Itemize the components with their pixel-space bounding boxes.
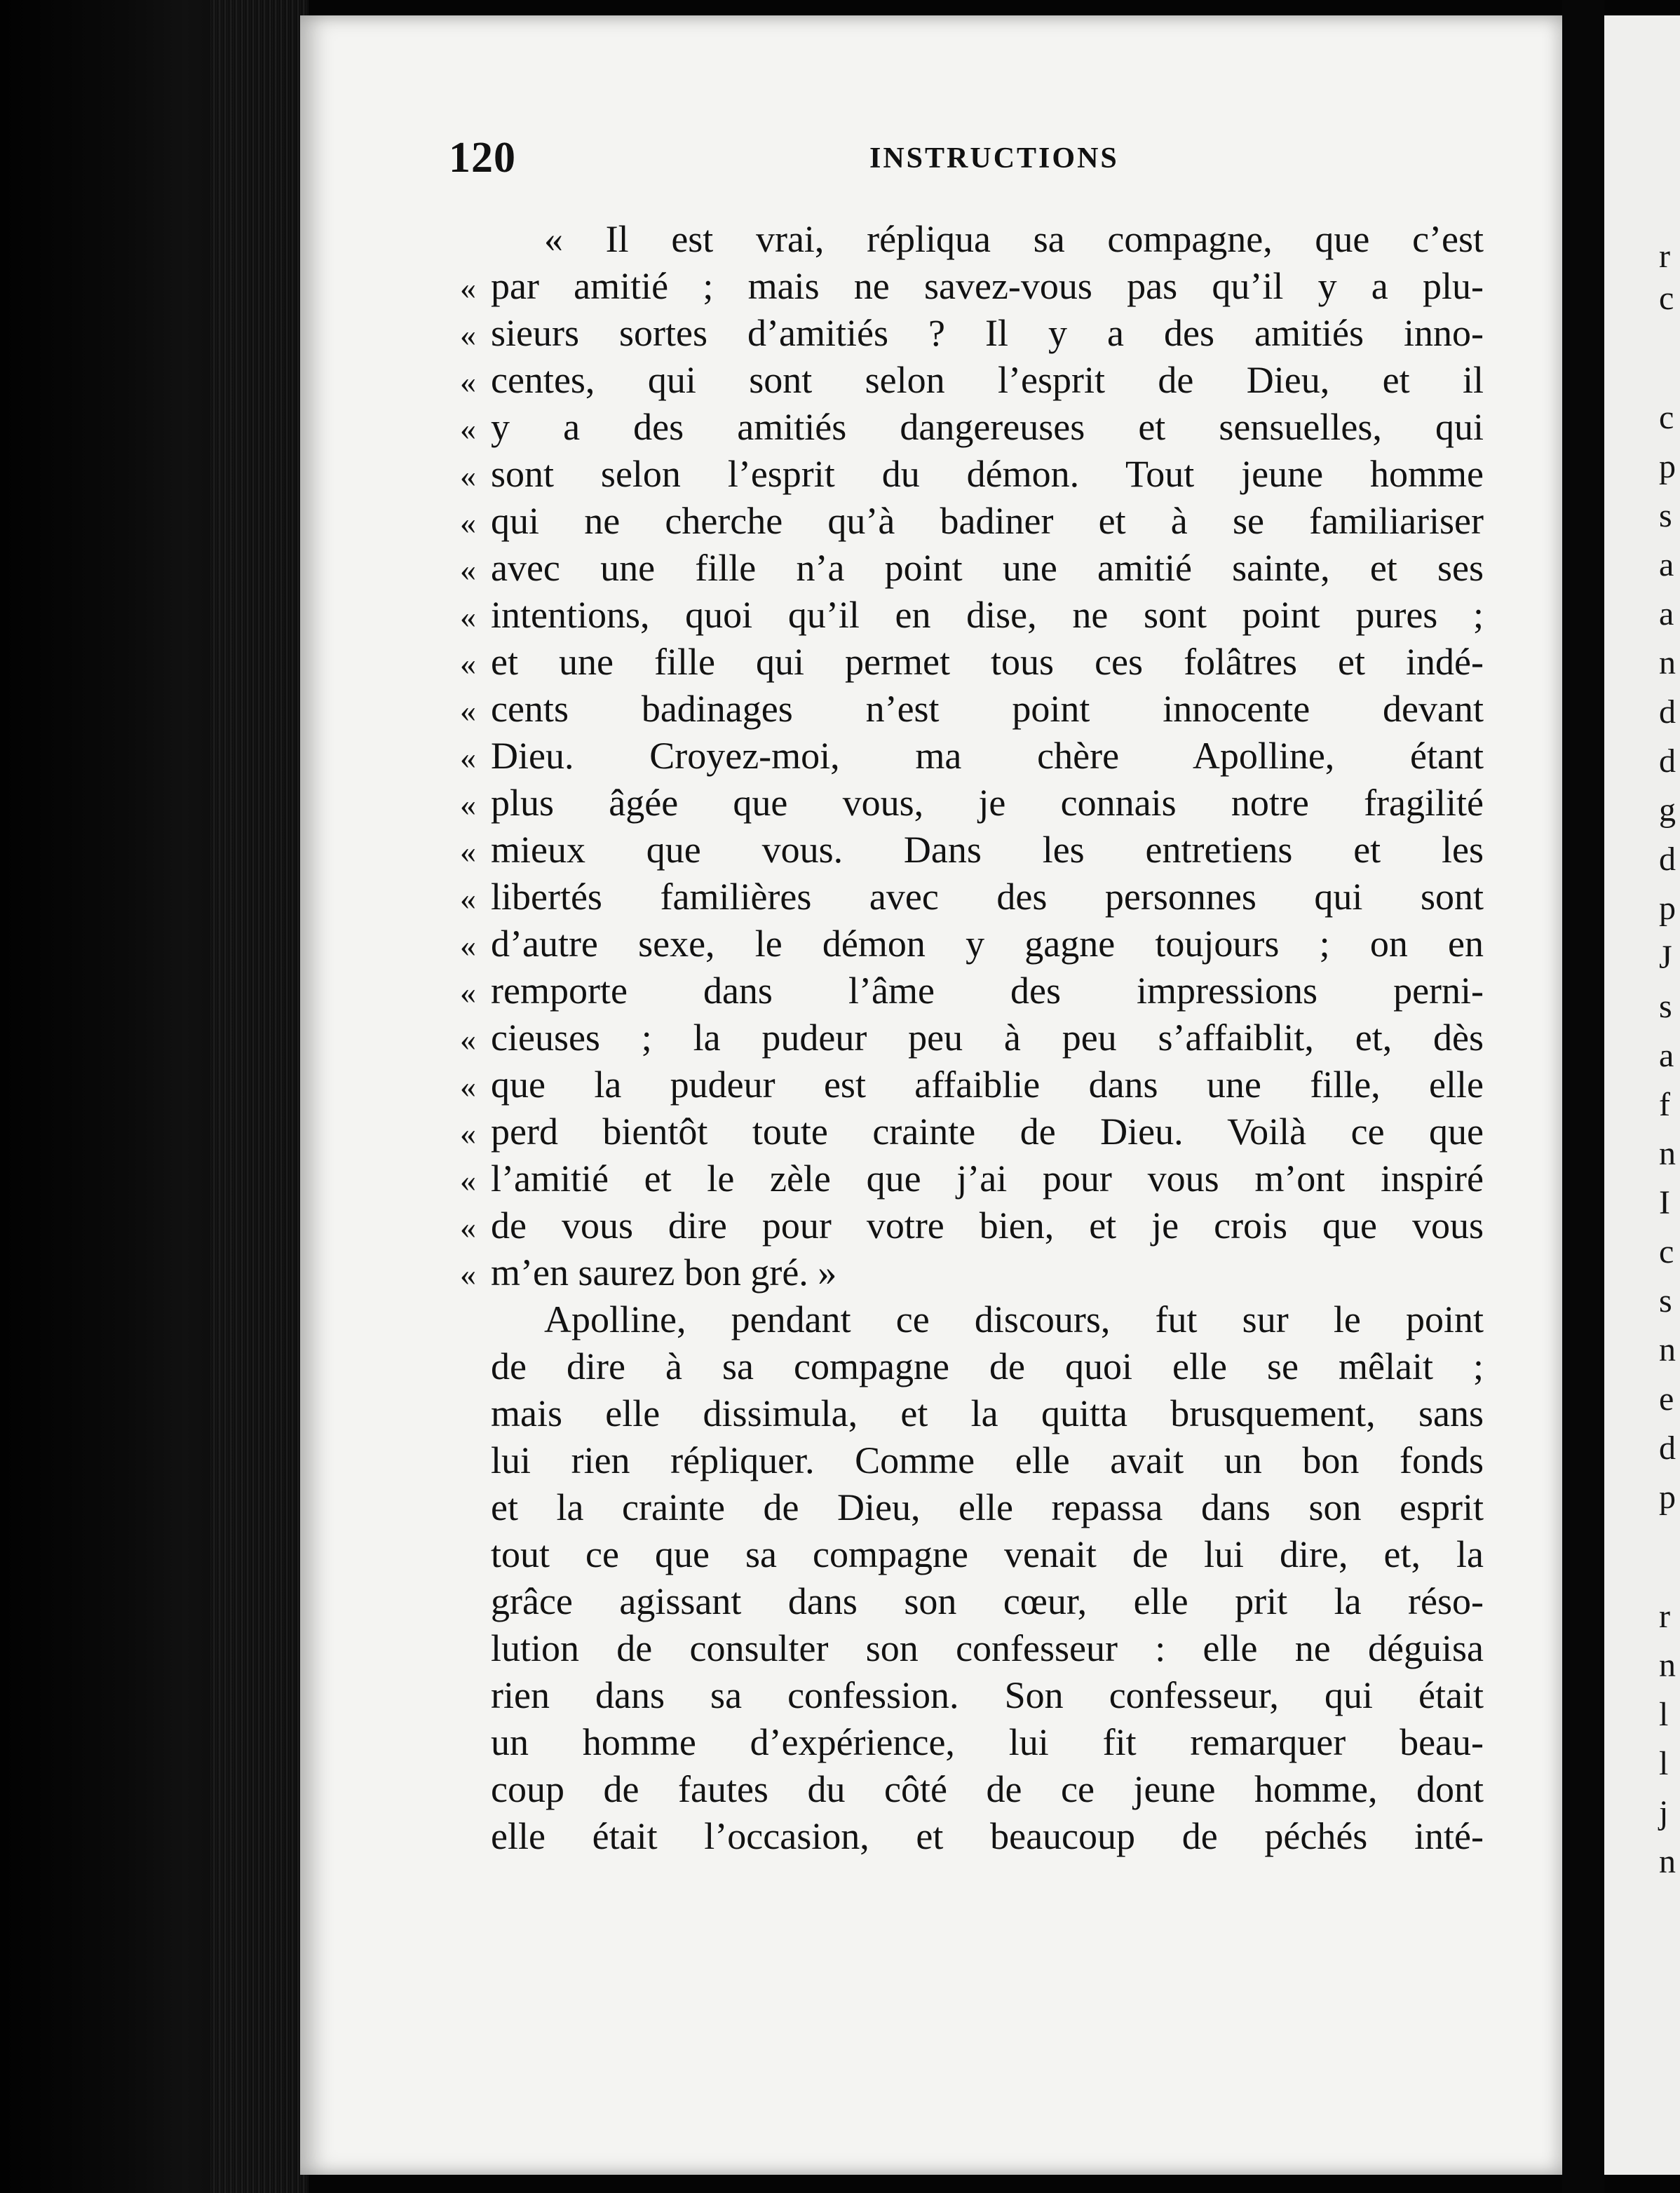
quote-mark: « <box>460 740 476 775</box>
facing-page-fragment: e <box>1659 1380 1674 1418</box>
text-line <box>460 1767 1484 1814</box>
facing-page-fragment: s <box>1659 988 1672 1025</box>
text-line <box>460 1016 1484 1063</box>
text-line <box>460 1673 1484 1720</box>
line-text: par amitié ; mais ne savez-vous pas qu’il y a plu- <box>491 265 1484 307</box>
facing-page-fragment: d <box>1659 1430 1676 1467</box>
line-text: intentions, quoi qu’il en dise, ne sont point pures ; <box>491 594 1484 636</box>
text-line <box>460 358 1484 405</box>
line-text: tout ce que sa compagne venait de lui dire, et, la <box>491 1533 1484 1575</box>
text-line <box>460 1251 1484 1298</box>
line-text: elle était l’occasion, et beaucoup de péchés inté- <box>491 1815 1484 1857</box>
line-text: mieux que vous. Dans les entretiens et les <box>491 829 1484 871</box>
line-text: coup de fautes du côté de ce jeune homme, dont <box>491 1768 1484 1810</box>
facing-page-fragment: n <box>1659 1843 1676 1880</box>
quote-mark: « <box>460 1021 476 1057</box>
text-line <box>460 499 1484 546</box>
text-line <box>460 781 1484 828</box>
page-edges <box>210 0 309 2193</box>
text-line <box>460 1298 1484 1345</box>
text-line <box>460 828 1484 875</box>
line-text: l’amitié et le zèle que j’ai pour vous m’ont inspiré <box>491 1157 1484 1200</box>
text-line <box>460 546 1484 593</box>
quote-mark: « <box>460 928 476 963</box>
quote-mark: « <box>460 787 476 822</box>
book-gutter <box>1562 0 1604 2193</box>
line-text: et la crainte de Dieu, elle repassa dans son esprit <box>491 1486 1484 1528</box>
facing-page-fragment: c <box>1659 399 1674 436</box>
line-text: « Il est vrai, répliqua sa compagne, que c’est <box>544 218 1484 260</box>
facing-page-fragment: a <box>1659 1037 1674 1074</box>
line-text: Dieu. Croyez-moi, ma chère Apolline, étant <box>491 735 1484 777</box>
text-line <box>460 734 1484 781</box>
body-text <box>460 217 1484 1861</box>
line-text: Apolline, pendant ce discours, fut sur le point <box>544 1298 1484 1340</box>
facing-page-fragment: j <box>1659 1794 1669 1831</box>
text-line <box>460 1580 1484 1627</box>
line-text: de dire à sa compagne de quoi elle se mêlait ; <box>491 1345 1484 1387</box>
text-line <box>460 1439 1484 1486</box>
line-text: cieuses ; la pudeur peu à peu s’affaiblit, et, dès <box>491 1017 1484 1059</box>
quote-mark: « <box>460 317 476 353</box>
quote-mark: « <box>460 1209 476 1245</box>
line-text: lui rien répliquer. Comme elle avait un bon fonds <box>491 1439 1484 1481</box>
facing-page-fragment: r <box>1659 238 1670 275</box>
facing-page-fragment: p <box>1659 890 1676 927</box>
quote-mark: « <box>460 834 476 869</box>
text-line <box>460 1814 1484 1861</box>
text-line <box>460 1627 1484 1673</box>
quote-mark: « <box>460 975 476 1010</box>
facing-page-fragment: d <box>1659 742 1676 780</box>
line-text: perd bientôt toute crainte de Dieu. Voilà ce que <box>491 1111 1484 1153</box>
text-line <box>460 452 1484 499</box>
quote-mark: « <box>460 1115 476 1151</box>
text-line <box>460 264 1484 311</box>
text-line <box>460 593 1484 640</box>
facing-page-fragment: a <box>1659 546 1674 583</box>
quote-mark: « <box>460 552 476 588</box>
line-text: que la pudeur est affaiblie dans une fille, elle <box>491 1064 1484 1106</box>
facing-page-fragment: r <box>1659 1598 1670 1635</box>
line-text: lution de consulter son confesseur : elle ne déguisa <box>491 1627 1484 1669</box>
facing-page-fragment: g <box>1659 792 1676 829</box>
text-line <box>460 1533 1484 1580</box>
line-text: sieurs sortes d’amitiés ? Il y a des amitiés inno- <box>491 312 1484 354</box>
text-line <box>460 687 1484 734</box>
facing-page-fragment: l <box>1659 1745 1669 1782</box>
facing-page-fragment: p <box>1659 1479 1676 1516</box>
line-text: centes, qui sont selon l’esprit de Dieu, et il <box>491 359 1484 401</box>
facing-page-fragment: n <box>1659 1647 1676 1684</box>
line-text: de vous dire pour votre bien, et je crois que vous <box>491 1204 1484 1247</box>
text-line <box>460 1204 1484 1251</box>
line-text: un homme d’expérience, lui fit remarquer beau- <box>491 1721 1484 1763</box>
quote-mark: « <box>460 1256 476 1292</box>
facing-page-fragment: l <box>1659 1696 1669 1733</box>
line-text: mais elle dissimula, et la quitta brusquement, sans <box>491 1392 1484 1434</box>
text-line <box>460 875 1484 922</box>
facing-page-fragment: I <box>1659 1184 1670 1221</box>
text-line <box>460 1110 1484 1157</box>
quote-mark: « <box>460 599 476 634</box>
quote-mark: « <box>460 1162 476 1198</box>
text-line <box>460 1063 1484 1110</box>
running-title: INSTRUCTIONS <box>869 142 1119 175</box>
quote-mark: « <box>460 881 476 916</box>
quote-mark: « <box>460 646 476 681</box>
quote-mark: « <box>460 1068 476 1104</box>
text-line <box>460 217 1484 264</box>
text-line <box>460 1345 1484 1392</box>
text-line <box>460 1157 1484 1204</box>
facing-page-fragment: c <box>1659 280 1674 317</box>
facing-page <box>1604 15 1680 2175</box>
text-line <box>460 1392 1484 1439</box>
line-text: remporte dans l’âme des impressions perni- <box>491 970 1484 1012</box>
line-text: m’en saurez bon gré. » <box>491 1251 837 1294</box>
facing-page-fragment: n <box>1659 1135 1676 1172</box>
line-text: d’autre sexe, le démon y gagne toujours ; on en <box>491 923 1484 965</box>
quote-mark: « <box>460 411 476 447</box>
facing-page-fragment: d <box>1659 841 1676 878</box>
line-text: avec une fille n’a point une amitié sainte, et ses <box>491 547 1484 589</box>
line-text: qui ne cherche qu’à badiner et à se familiariser <box>491 500 1484 542</box>
facing-page-fragment: c <box>1659 1233 1674 1270</box>
text-line <box>460 969 1484 1016</box>
facing-page-fragment: n <box>1659 1331 1676 1369</box>
quote-mark: « <box>460 270 476 306</box>
page-number: 120 <box>449 134 516 182</box>
text-line <box>460 640 1484 687</box>
line-text: plus âgée que vous, je connais notre fragilité <box>491 782 1484 824</box>
facing-page-fragment: J <box>1659 939 1672 976</box>
line-text: libertés familières avec des personnes qui sont <box>491 876 1484 918</box>
text-line <box>460 922 1484 969</box>
facing-page-fragment: p <box>1659 448 1676 485</box>
facing-page-fragment: s <box>1659 497 1672 534</box>
line-text: rien dans sa confession. Son confesseur, qui était <box>491 1674 1484 1716</box>
facing-page-fragment: n <box>1659 644 1676 681</box>
quote-mark: « <box>460 364 476 400</box>
line-text: grâce agissant dans son cœur, elle prit la réso- <box>491 1580 1484 1622</box>
line-text: sont selon l’esprit du démon. Tout jeune homme <box>491 453 1484 495</box>
facing-page-fragment: d <box>1659 693 1676 731</box>
quote-mark: « <box>460 458 476 494</box>
quote-mark: « <box>460 505 476 541</box>
line-text: y a des amitiés dangereuses et sensuelles, qui <box>491 406 1484 448</box>
line-text: et une fille qui permet tous ces folâtres et indé- <box>491 641 1484 683</box>
running-head <box>449 133 1486 182</box>
text-line <box>460 1486 1484 1533</box>
facing-page-fragment: s <box>1659 1282 1672 1319</box>
text-line <box>460 1720 1484 1767</box>
line-text: cents badinages n’est point innocente devant <box>491 688 1484 730</box>
facing-page-fragment: a <box>1659 595 1674 632</box>
text-line <box>460 405 1484 452</box>
facing-page-fragment: f <box>1659 1086 1670 1123</box>
text-line <box>460 311 1484 358</box>
quote-mark: « <box>460 693 476 728</box>
